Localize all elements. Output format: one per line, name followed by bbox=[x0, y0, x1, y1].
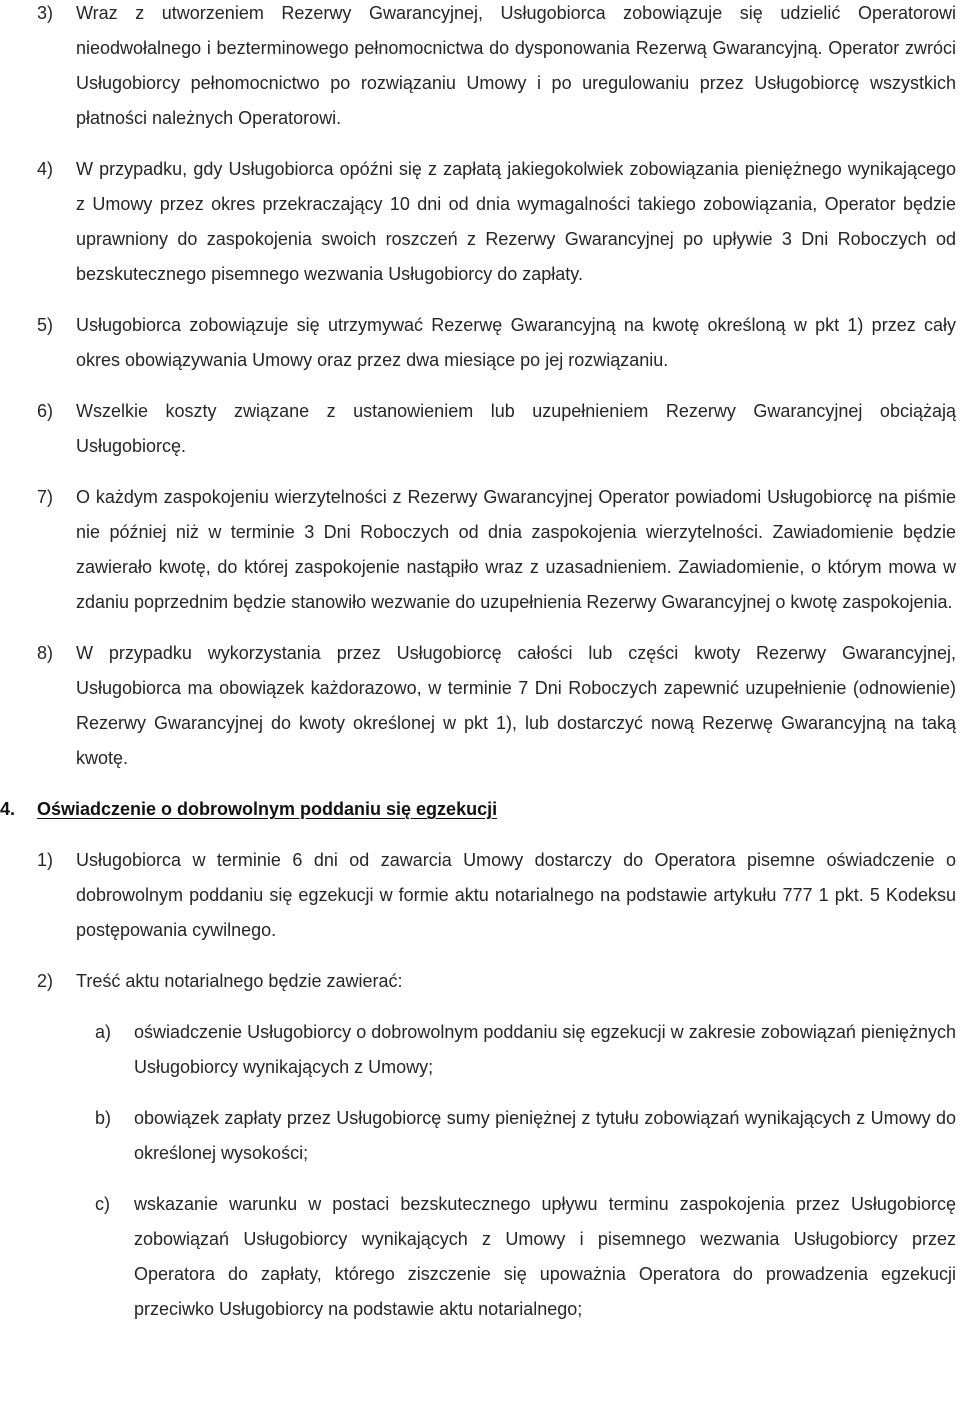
list-item-text: Wraz z utworzeniem Rezerwy Gwarancyjnej, Usługobiorca zobowiązuje się udzielić Operatorowi nieodwołalnego i bezterminowego pełnomocnictwa do dysponowania Rezerwą Gwarancyjną. Operator zwróci Usługobiorcy pełnomocnictwo po rozwiązaniu Umowy i po uregulowaniu przez Usługobiorcę wszystkich płatności należnych Operatorowi. bbox=[76, 3, 956, 128]
list-number: 7) bbox=[37, 487, 54, 507]
list-item-text: Treść aktu notarialnego będzie zawierać: bbox=[76, 971, 403, 991]
list-number: 3) bbox=[37, 3, 54, 23]
section-item-1 bbox=[0, 843, 960, 948]
sub-item-text: wskazanie warunku w postaci bezskutecznego upływu terminu zaspokojenia przez Usługobiorcę zobowiązań Usługobiorcy wynikających z Umowy i pisemnego wezwania Usługobiorcy przez Operatora do zapłaty, którego ziszczenie się upoważnia Operatora do prowadzenia egzekucji przeciwko Usługobiorcy na podstawie aktu notarialnego; bbox=[134, 1194, 956, 1319]
list-item-4 bbox=[0, 152, 960, 292]
list-number: 6) bbox=[37, 401, 54, 421]
sub-item-b bbox=[0, 1101, 960, 1171]
list-item-5 bbox=[0, 308, 960, 378]
list-number: 5) bbox=[37, 315, 54, 335]
section-title: Oświadczenie o dobrowolnym poddaniu się egzekucji bbox=[37, 799, 498, 819]
list-number: 2) bbox=[37, 971, 54, 991]
list-number: 4) bbox=[37, 159, 54, 179]
list-item-text: Usługobiorca zobowiązuje się utrzymywać Rezerwę Gwarancyjną na kwotę określoną w pkt 1) przez cały okres obowiązywania Umowy oraz przez dwa miesiące po jej rozwiązaniu. bbox=[76, 315, 956, 370]
sub-item-letter: b) bbox=[95, 1108, 112, 1128]
list-item-8 bbox=[0, 636, 960, 776]
section-heading bbox=[0, 792, 960, 827]
sub-item-text: obowiązek zapłaty przez Usługobiorcę sumy pieniężnej z tytułu zobowiązań wynikających z Umowy do określonej wysokości; bbox=[134, 1108, 956, 1163]
list-item-3 bbox=[0, 0, 960, 136]
sub-item-c bbox=[0, 1187, 960, 1327]
list-item-text: W przypadku wykorzystania przez Usługobiorcę całości lub części kwoty Rezerwy Gwarancyjnej, Usługobiorca ma obowiązek każdorazowo, w terminie 7 Dni Roboczych zapewnić uzupełnienie (odnowienie) Rezerwy Gwarancyjnej do kwoty określonej w pkt 1), lub dostarczyć nową Rezerwę Gwarancyjną na taką kwotę. bbox=[76, 643, 956, 768]
list-number: 8) bbox=[37, 643, 54, 663]
section-number: 4. bbox=[0, 799, 16, 819]
list-item-6 bbox=[0, 394, 960, 464]
sub-item-letter: a) bbox=[95, 1022, 112, 1042]
sub-item-text: oświadczenie Usługobiorcy o dobrowolnym poddaniu się egzekucji w zakresie zobowiązań pieniężnych Usługobiorcy wynikających z Umowy; bbox=[134, 1022, 956, 1077]
list-item-text: Wszelkie koszty związane z ustanowieniem lub uzupełnieniem Rezerwy Gwarancyjnej obciążają Usługobiorcę. bbox=[76, 401, 956, 456]
list-item-7 bbox=[0, 480, 960, 620]
list-item-text: W przypadku, gdy Usługobiorca opóźni się z zapłatą jakiegokolwiek zobowiązania pieniężnego wynikającego z Umowy przez okres przekraczający 10 dni od dnia wymagalności takiego zobowiązania, Operator będzie uprawniony do zaspokojenia swoich roszczeń z Rezerwy Gwarancyjnej po upływie 3 Dni Roboczych od bezskutecznego pisemnego wezwania Usługobiorcy do zapłaty. bbox=[76, 159, 956, 284]
list-item-text: O każdym zaspokojeniu wierzytelności z Rezerwy Gwarancyjnej Operator powiadomi Usługobiorcę na piśmie nie później niż w terminie 3 Dni Roboczych od dnia zaspokojenia wierzytelności. Zawiadomienie będzie zawierało kwotę, do której zaspokojenie nastąpiło wraz z uzasadnieniem. Zawiadomienie, o którym mowa w zdaniu poprzednim będzie stanowiło wezwanie do uzupełnienia Rezerwy Gwarancyjnej o kwotę zaspokojenia. bbox=[76, 487, 956, 612]
sub-item-a bbox=[0, 1015, 960, 1085]
list-item-text: Usługobiorca w terminie 6 dni od zawarcia Umowy dostarczy do Operatora pisemne oświadczenie o dobrowolnym poddaniu się egzekucji w formie aktu notarialnego na podstawie artykułu 777 1 pkt. 5 Kodeksu postępowania cywilnego. bbox=[76, 850, 956, 940]
list-number: 1) bbox=[37, 850, 54, 870]
section-item-2 bbox=[0, 964, 960, 999]
sub-item-letter: c) bbox=[95, 1194, 110, 1214]
